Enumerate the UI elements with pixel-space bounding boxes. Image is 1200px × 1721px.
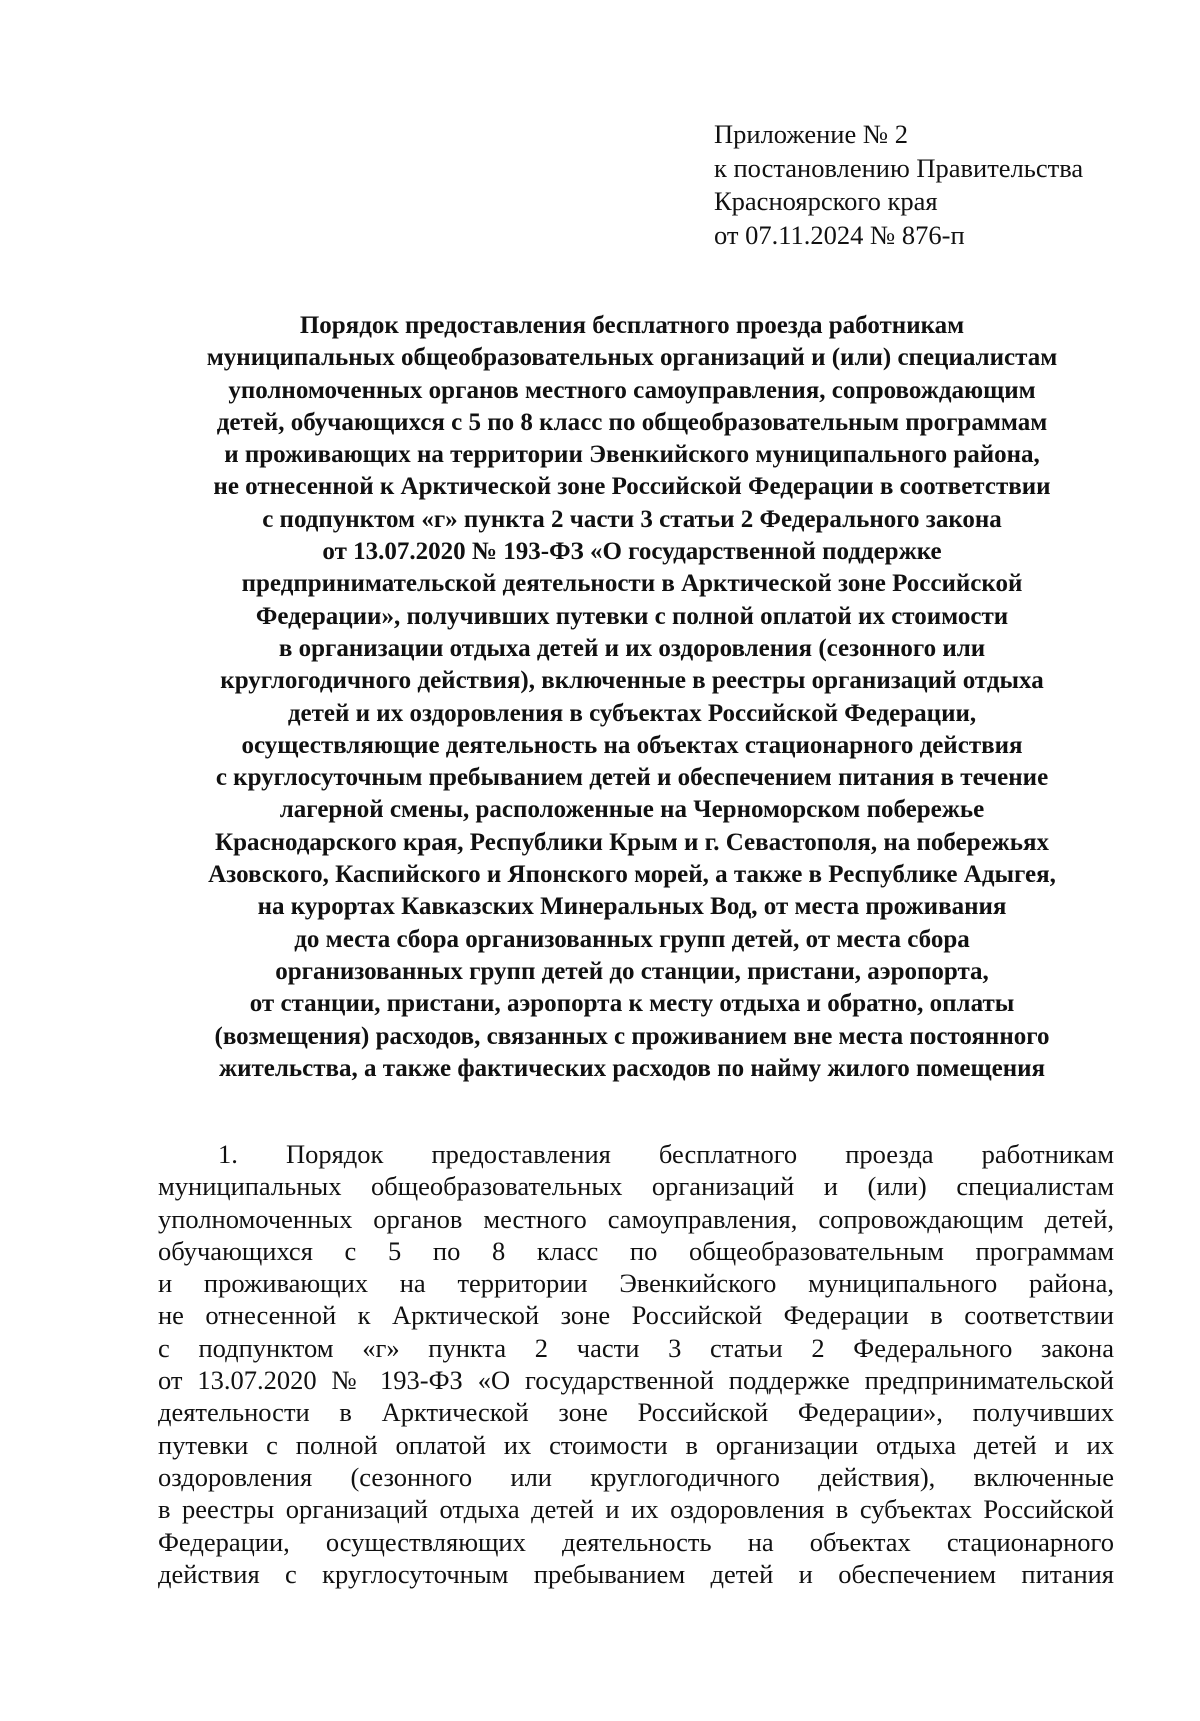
title-line: муниципальных общеобразовательных организаций и (или) специалистам (206, 344, 1058, 372)
paragraph-line: 1. Порядок предоставления бесплатного проезда работникам (218, 1139, 1114, 1169)
title-line: не отнесенной к Арктической зоне Российской Федерации в соответствии (213, 473, 1051, 501)
title-line: лагерной смены, расположенные на Черноморском побережье (279, 796, 985, 824)
paragraph-line: муниципальных общеобразовательных организаций и (или) специалистам (158, 1171, 1114, 1202)
title-line: уполномоченных органов местного самоуправления, сопровождающим (228, 376, 1036, 404)
paragraph-line: оздоровления (сезонного или круглогодичного действия), включенные (158, 1461, 1114, 1492)
title-line: с круглосуточным пребыванием детей и обеспечением питания в течение (215, 764, 1049, 792)
paragraph-line: в реестры организаций отдыха детей и их оздоровления в субъектах Российской (158, 1494, 1114, 1525)
appendix-line: от 07.11.2024 № 876-п (714, 219, 965, 250)
title-line: круглогодичного действия), включенные в реестры организаций отдыха (220, 667, 1044, 695)
appendix-line: к постановлению Правительства (714, 152, 1084, 183)
title-line: жительства, а также фактических расходов по найму жилого помещения (218, 1054, 1046, 1082)
paragraph-line: действия с круглосуточным пребыванием детей и обеспечением питания (158, 1558, 1114, 1589)
title-line: детей, обучающихся с 5 по 8 класс по общеобразовательным программам (216, 408, 1048, 436)
title-line: в организации отдыха детей и их оздоровления (сезонного или (278, 634, 986, 662)
title-line: детей и их оздоровления в субъектах Российской Федерации, (287, 699, 977, 727)
paragraph-line: от 13.07.2020 № 193-ФЗ «О государственной поддержке предпринимательской (158, 1365, 1114, 1396)
paragraph-line: Федерации, осуществляющих деятельность на объектах стационарного (158, 1526, 1114, 1557)
title-line: и проживающих на территории Эвенкийского муниципального района, (224, 441, 1040, 469)
paragraph-1 (158, 1138, 1114, 1590)
paragraph-line: деятельности в Арктической зоне Российской Федерации», получивших (158, 1397, 1114, 1428)
title-line: Порядок предоставления бесплатного проезда работникам (299, 312, 965, 339)
title-line: Азовского, Каспийского и Японского морей, а также в Республике Адыгея, (208, 861, 1056, 889)
document-title (140, 310, 1124, 1085)
title-line: на курортах Кавказских Минеральных Вод, от места проживания (257, 893, 1007, 921)
title-line: Краснодарского края, Республики Крым и г. Севастополя, на побережьях (214, 828, 1050, 856)
title-line: от станции, пристани, аэропорта к месту отдыха и обратно, оплаты (249, 990, 1015, 1018)
paragraph-line: с подпунктом «г» пункта 2 части 3 статьи 2 Федерального закона (158, 1332, 1114, 1363)
title-line: организованных групп детей до станции, пристани, аэропорта, (275, 957, 989, 985)
title-line: Федерации», получивших путевки с полной оплатой их стоимости (255, 602, 1009, 630)
title-line: предпринимательской деятельности в Арктической зоне Российской (241, 570, 1023, 598)
appendix-line: Красноярского края (714, 186, 938, 216)
paragraph-line: не отнесенной к Арктической зоне Российской Федерации в соответствии (158, 1300, 1114, 1331)
title-line: с подпунктом «г» пункта 2 части 3 статьи 2 Федерального закона (262, 505, 1002, 533)
appendix-line: Приложение № 2 (714, 119, 909, 149)
paragraph-line: уполномоченных органов местного самоуправления, сопровождающим детей, (158, 1203, 1114, 1234)
paragraph-line: и проживающих на территории Эвенкийского муниципального района, (158, 1268, 1114, 1299)
title-line: осуществляющие деятельность на объектах стационарного действия (241, 731, 1023, 759)
paragraph-line: обучающихся с 5 по 8 класс по общеобразовательным программам (158, 1235, 1114, 1266)
title-line: от 13.07.2020 № 193-ФЗ «О государственной поддержке (322, 538, 942, 566)
appendix-block (714, 118, 1083, 252)
title-line: до места сбора организованных групп детей, от места сбора (294, 925, 970, 953)
title-line: (возмещения) расходов, связанных с проживанием вне места постоянного (214, 1022, 1050, 1050)
paragraph-line: путевки с полной оплатой их стоимости в организации отдыха детей и их (158, 1429, 1114, 1460)
